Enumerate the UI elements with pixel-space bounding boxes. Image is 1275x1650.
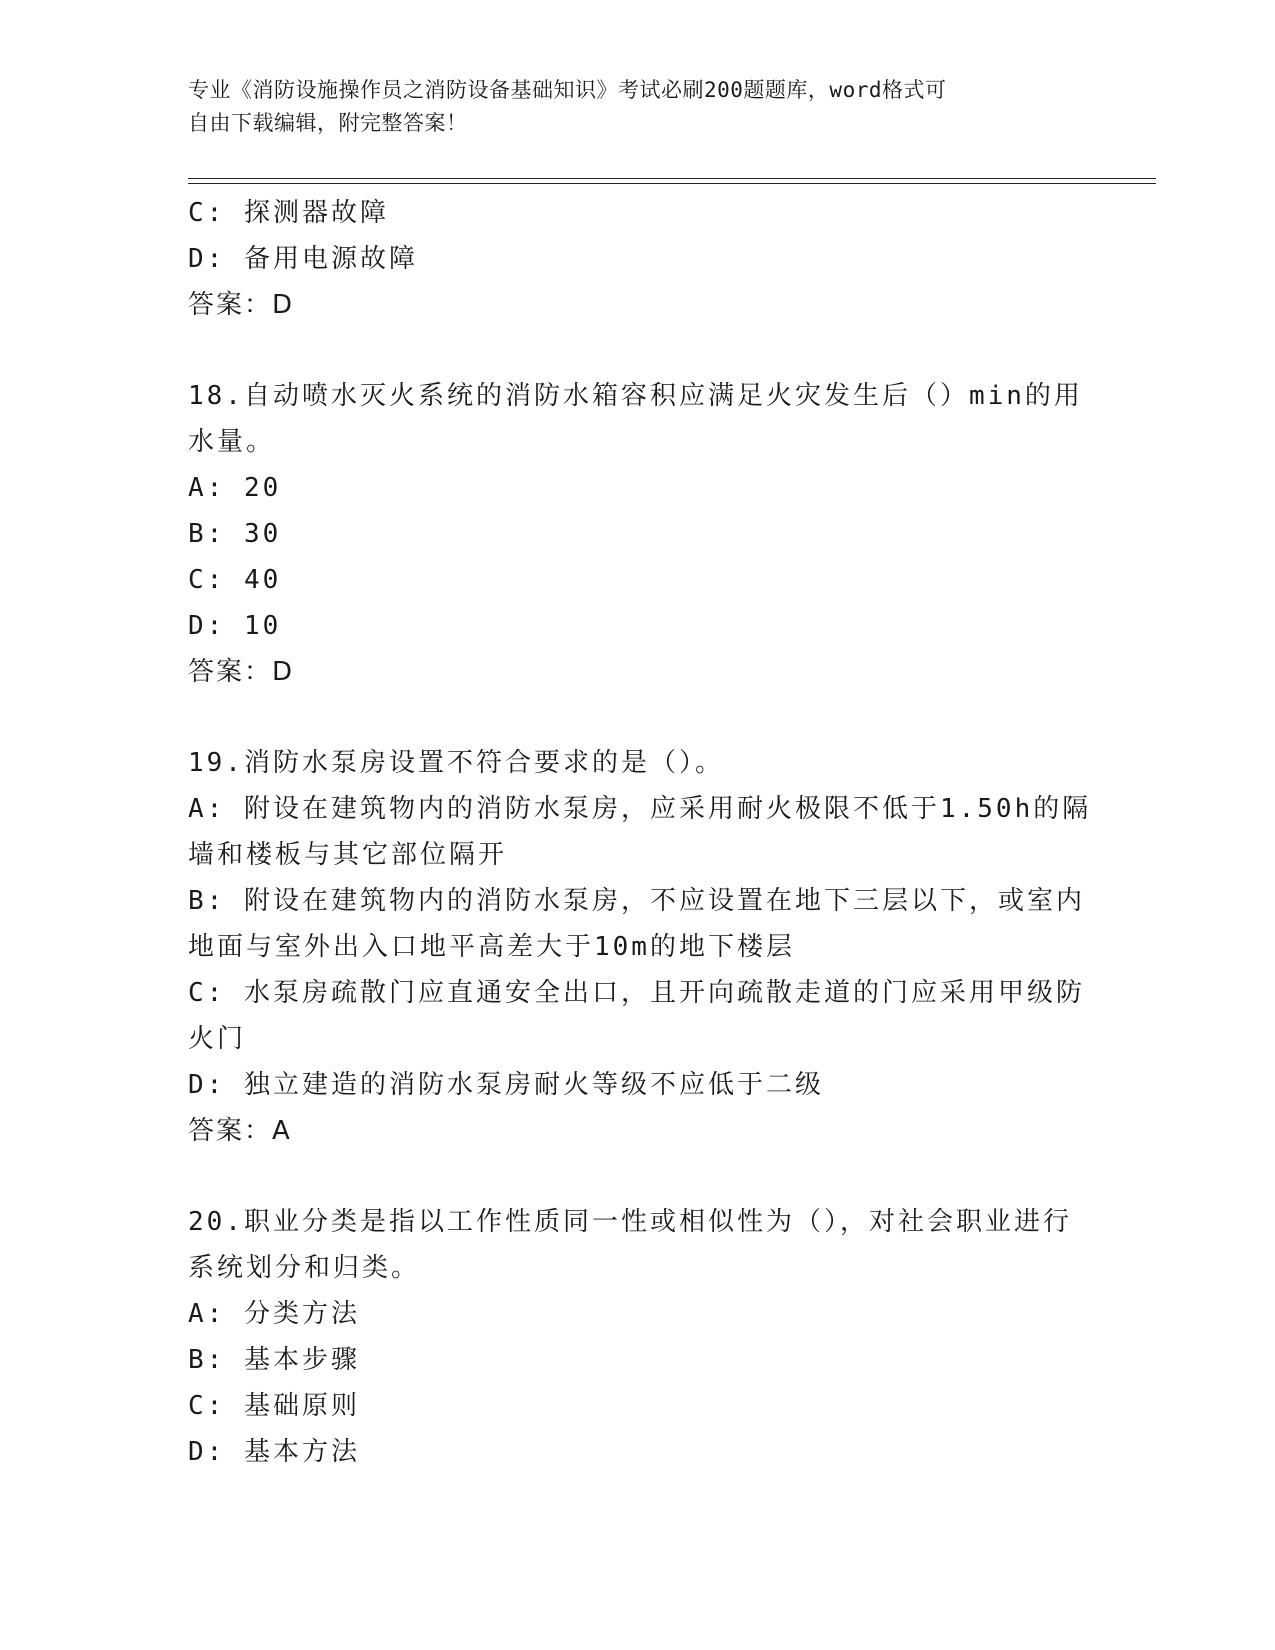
header-divider-bottom bbox=[188, 183, 1156, 184]
answer-line: 答案：D bbox=[188, 290, 295, 320]
page-header bbox=[188, 74, 1088, 140]
option-b: B: 基本步骤 bbox=[188, 1345, 360, 1375]
option-b-cont: 地面与室外出入口地平高差大于10m的地下楼层 bbox=[188, 932, 795, 962]
question-text: 水量。 bbox=[188, 427, 276, 457]
header-line-2: 自由下载编辑，附完整答案！ bbox=[188, 111, 468, 135]
question-20 bbox=[188, 1199, 1088, 1475]
question-text: 19.消防水泵房设置不符合要求的是（）。 bbox=[188, 748, 724, 778]
question-19 bbox=[188, 740, 1092, 1154]
question-text: 18.自动喷水灭火系统的消防水箱容积应满足火灾发生后（）min的用 bbox=[188, 381, 1083, 411]
option-a: A: 附设在建筑物内的消防水泵房，应采用耐火极限不低于1.50h的隔 bbox=[188, 794, 1092, 824]
spacer bbox=[188, 695, 1088, 740]
answer-line: 答案：A bbox=[188, 1116, 292, 1146]
option-d: D: 备用电源故障 bbox=[188, 244, 418, 274]
option-a: A: 分类方法 bbox=[188, 1299, 360, 1329]
header-line-1: 专业《消防设施操作员之消防设备基础知识》考试必刷200题题库，word格式可 bbox=[188, 78, 947, 102]
question-18 bbox=[188, 373, 1088, 695]
option-c: C: 基础原则 bbox=[188, 1391, 360, 1421]
question-text: 20.职业分类是指以工作性质同一性或相似性为（），对社会职业进行 bbox=[188, 1207, 1072, 1237]
option-c: C: 探测器故障 bbox=[188, 198, 389, 228]
option-d: D: 10 bbox=[188, 611, 282, 641]
option-d: D: 独立建造的消防水泵房耐火等级不应低于二级 bbox=[188, 1070, 824, 1100]
option-c-cont: 火门 bbox=[188, 1024, 247, 1054]
option-a-cont: 墙和楼板与其它部位隔开 bbox=[188, 840, 508, 870]
header-divider-top bbox=[188, 178, 1156, 179]
question-content bbox=[188, 190, 1092, 1475]
spacer bbox=[188, 328, 1088, 373]
option-c: C: 水泵房疏散门应直通安全出口，且开向疏散走道的门应采用甲级防 bbox=[188, 978, 1085, 1008]
option-c: C: 40 bbox=[188, 565, 282, 595]
option-d: D: 基本方法 bbox=[188, 1437, 360, 1467]
previous-question-tail bbox=[188, 190, 1088, 328]
question-text: 系统划分和归类。 bbox=[188, 1253, 421, 1283]
option-b: B: 30 bbox=[188, 519, 282, 549]
option-a: A: 20 bbox=[188, 473, 282, 503]
answer-line: 答案：D bbox=[188, 657, 295, 687]
option-b: B: 附设在建筑物内的消防水泵房，不应设置在地下三层以下，或室内 bbox=[188, 886, 1085, 916]
spacer bbox=[188, 1154, 1088, 1199]
